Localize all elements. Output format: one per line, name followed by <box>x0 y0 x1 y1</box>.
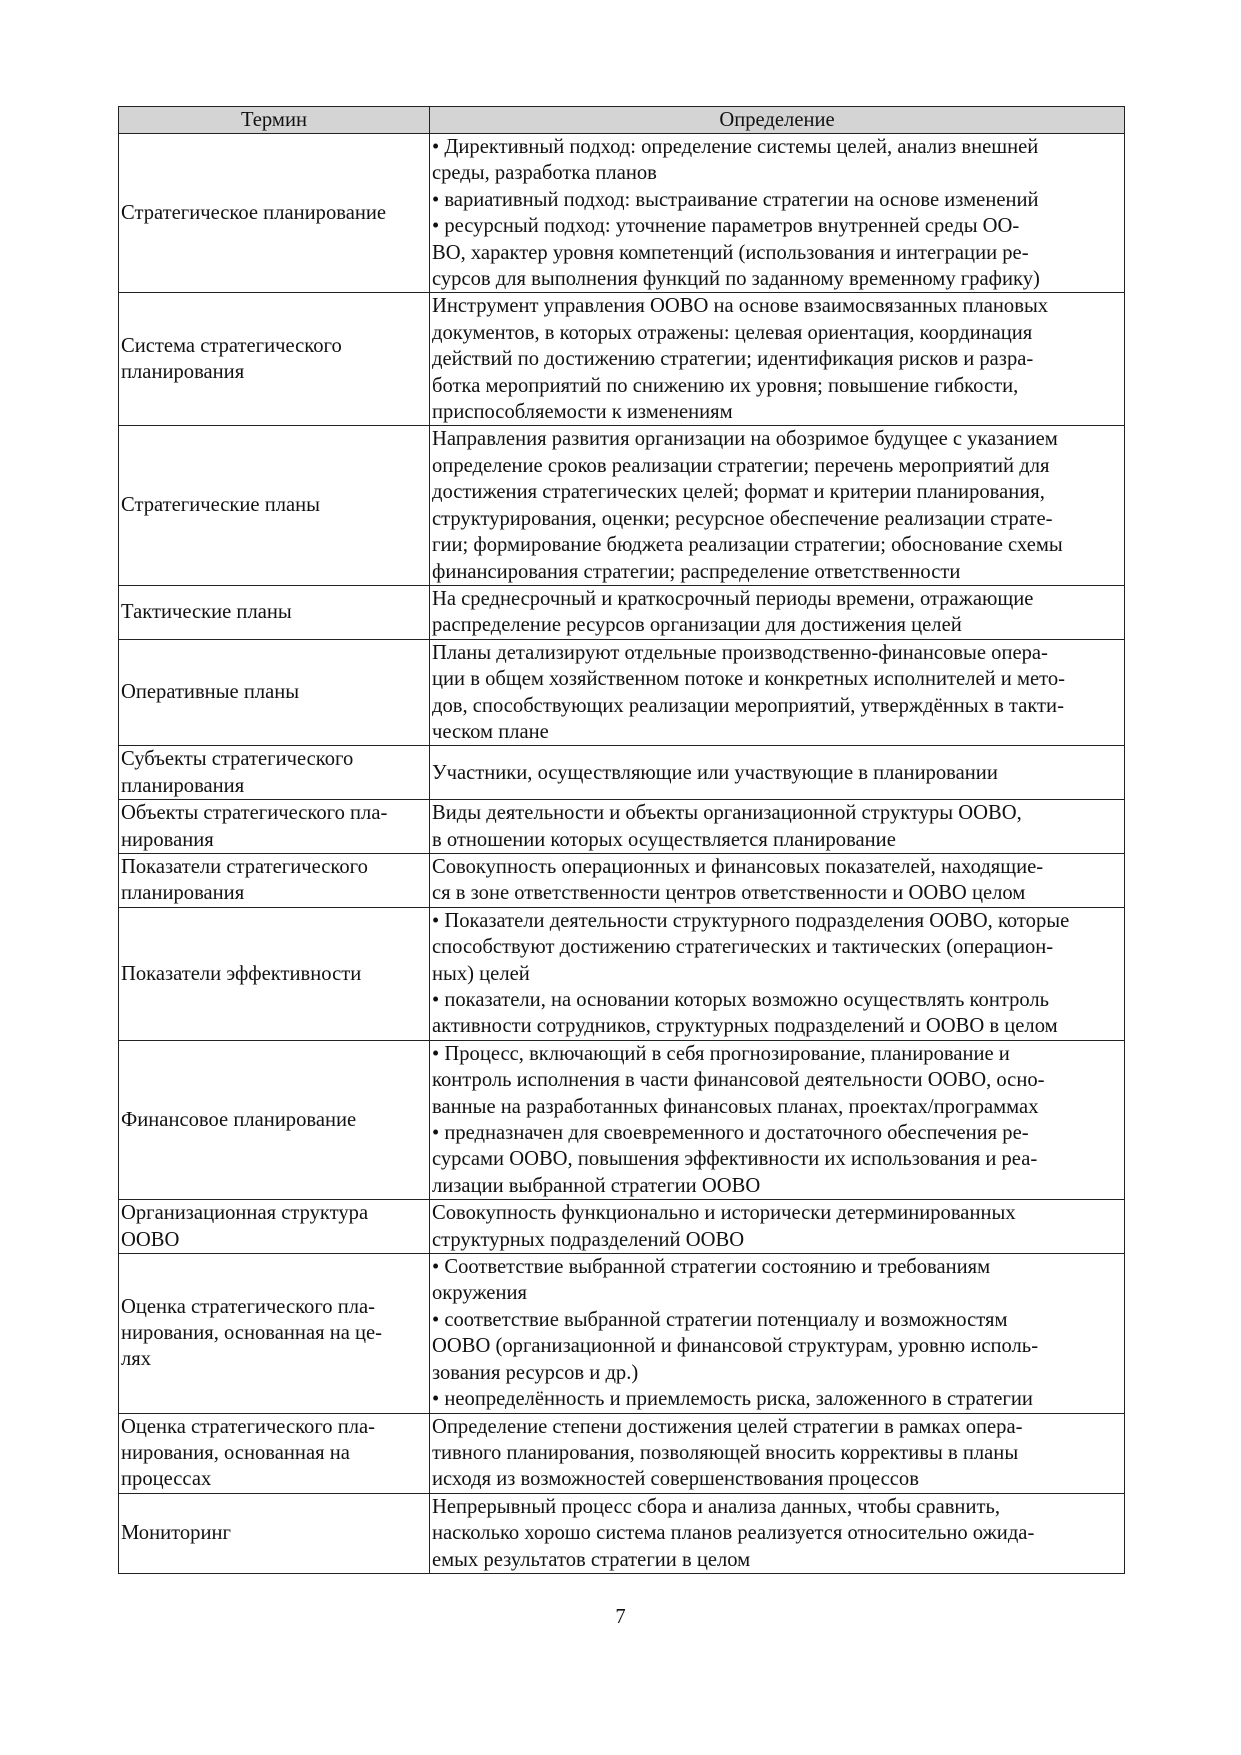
definition-line: окружения <box>432 1282 527 1305</box>
definition-line: Определение степени достижения целей стратегии в рамках опера- <box>432 1415 1023 1438</box>
definition-line: • вариативный подход: выстраивание стратегии на основе изменений <box>432 188 1039 211</box>
table-row <box>119 426 1125 585</box>
definition-line: сурсов для выполнения функций по заданному временному графику) <box>432 268 1040 291</box>
definition-cell <box>430 907 1125 1040</box>
table-row <box>119 1254 1125 1413</box>
definition-line: финансирования стратегии; распределение ответственности <box>432 560 961 583</box>
definition-line: ных) целей <box>432 962 530 985</box>
term-line: Стратегические планы <box>121 494 320 517</box>
table-row <box>119 1413 1125 1493</box>
definition-line: • показатели, на основании которых возможно осуществлять контроль <box>432 989 1050 1011</box>
page-number: 7 <box>615 1606 626 1628</box>
definition-line: ции в общем хозяйственном потоке и конкретных исполнителей и мето- <box>432 668 1066 691</box>
definition-line: Планы детализируют отдельные производственно-финансовые опера- <box>432 641 1048 664</box>
table-row <box>119 134 1125 293</box>
term-cell <box>119 639 430 746</box>
term-line: планирования <box>121 882 245 905</box>
definition-cell <box>430 1040 1125 1199</box>
term-cell <box>119 585 430 639</box>
term-line: Оперативные планы <box>121 681 300 704</box>
table-body <box>119 134 1125 1574</box>
term-line: Оценка стратегического пла- <box>121 1295 376 1318</box>
definition-line: распределение ресурсов организации для достижения целей <box>432 614 962 637</box>
definition-cell <box>430 1254 1125 1413</box>
table-header-row <box>119 107 1125 134</box>
definition-line: структурирования, оценки; ресурсное обеспечение реализации страте- <box>432 507 1053 530</box>
definition-line: • ресурсный подход: уточнение параметров внутренней среды ОО- <box>432 215 1020 238</box>
term-line: Объекты стратегического пла- <box>121 802 388 825</box>
definition-cell <box>430 853 1125 907</box>
definition-line: действий по достижению стратегии; идентификация рисков и разра- <box>432 348 1034 371</box>
term-line: Организационная структура <box>121 1202 369 1225</box>
definition-line: исходя из возможностей совершенствования процессов <box>432 1468 919 1491</box>
definition-cell <box>430 1200 1125 1254</box>
definition-cell <box>430 293 1125 426</box>
table-row <box>119 639 1125 746</box>
definition-line: • Соответствие выбранной стратегии состоянию и требованиям <box>432 1256 991 1279</box>
definition-cell <box>430 585 1125 639</box>
definition-cell <box>430 1493 1125 1573</box>
definition-line: Направления развития организации на обозримое будущее с указанием <box>432 428 1058 451</box>
definition-line: • неопределённость и приемлемость риска, заложенного в стратегии <box>432 1388 1033 1411</box>
definition-line: ческом плане <box>432 720 549 743</box>
definition-cell <box>430 800 1125 854</box>
term-line: Тактические планы <box>121 601 292 624</box>
term-line: нирования, основанная на <box>121 1441 350 1464</box>
term-line: Показатели стратегического <box>121 855 368 878</box>
term-line: Мониторинг <box>121 1522 231 1545</box>
definition-line: структурных подразделений ООВО <box>432 1228 745 1251</box>
term-line: Показатели эффективности <box>121 962 362 985</box>
definition-line: сурсами ООВО, повышения эффективности их использования и реа- <box>432 1148 1038 1171</box>
definition-line: достижения стратегических целей; формат и критерии планирования, <box>432 481 1045 504</box>
term-cell <box>119 1254 430 1413</box>
terms-table <box>118 106 1125 1574</box>
definition-line: ООВО (организационной и финансовой структурам, уровню исполь- <box>432 1335 1039 1358</box>
definition-line: определение сроков реализации стратегии; перечень мероприятий для <box>432 454 1050 477</box>
term-line: Субъекты стратегического <box>121 748 354 771</box>
definition-line: активности сотрудников, структурных подразделений и ООВО в целом <box>432 1015 1058 1038</box>
table-row <box>119 800 1125 854</box>
definition-line: ботка мероприятий по снижению их уровня; повышение гибкости, <box>432 374 1019 397</box>
term-cell <box>119 800 430 854</box>
definition-line: • соответствие выбранной стратегии потенциалу и возможностям <box>432 1308 1008 1331</box>
definition-line: дов, способствующих реализации мероприятий, утверждённых в такти- <box>432 694 1064 717</box>
definition-line: лизации выбранной стратегии ООВО <box>432 1174 761 1197</box>
table-row <box>119 1200 1125 1254</box>
term-line: ООВО <box>121 1228 180 1251</box>
definition-line: гии; формирование бюджета реализации стратегии; обоснование схемы <box>432 534 1063 557</box>
term-line: Система стратегического <box>121 335 342 358</box>
definition-line: Виды деятельности и объекты организационной структуры ООВО, <box>432 802 1022 825</box>
table-row <box>119 1040 1125 1199</box>
term-cell <box>119 426 430 585</box>
term-line: лях <box>121 1348 152 1371</box>
term-line: нирования <box>121 828 214 851</box>
header-term: Термин <box>119 107 430 134</box>
term-cell <box>119 134 430 293</box>
definition-cell <box>430 639 1125 746</box>
definition-cell <box>430 1413 1125 1493</box>
definition-cell <box>430 746 1125 800</box>
term-line: планирования <box>121 774 245 797</box>
definition-line: насколько хорошо система планов реализуется относительно ожида- <box>432 1522 1035 1545</box>
definition-cell <box>430 134 1125 293</box>
definition-line: среды, разработка планов <box>432 162 657 185</box>
table-row <box>119 746 1125 800</box>
definition-line: ся в зоне ответственности центров ответственности и ООВО целом <box>432 882 1026 905</box>
table-row <box>119 907 1125 1040</box>
term-cell <box>119 1493 430 1573</box>
definition-line: • Директивный подход: определение системы целей, анализ внешней <box>432 136 1039 158</box>
definition-line: Участники, осуществляющие или участвующие в планировании <box>432 761 998 784</box>
definition-line: зования ресурсов и др.) <box>432 1361 639 1384</box>
definition-line: способствуют достижению стратегических и тактических (операцион- <box>432 936 1054 959</box>
header-definition: Определение <box>430 107 1125 134</box>
definition-line: документов, в которых отражены: целевая ориентация, координация <box>432 321 1033 344</box>
term-line: нирования, основанная на це- <box>121 1322 383 1345</box>
definition-line: приспособляемости к изменениям <box>432 401 733 424</box>
term-line: Оценка стратегического пла- <box>121 1415 376 1438</box>
table-row <box>119 1493 1125 1573</box>
definition-line: в отношении которых осуществляется планирование <box>432 828 896 851</box>
table-row <box>119 853 1125 907</box>
definition-line: • Процесс, включающий в себя прогнозирование, планирование и <box>432 1042 1010 1065</box>
term-cell <box>119 1413 430 1493</box>
definition-line: • предназначен для своевременного и достаточного обеспечения ре- <box>432 1122 1029 1145</box>
definition-line: ВО, характер уровня компетенций (использования и интеграции ре- <box>432 241 1029 264</box>
definition-line: Инструмент управления ООВО на основе взаимосвязанных плановых <box>432 295 1049 318</box>
definition-line: Совокупность операционных и финансовых показателей, находящие- <box>432 855 1044 878</box>
term-cell <box>119 293 430 426</box>
definition-line: Совокупность функционально и исторически детерминированных <box>432 1202 1016 1225</box>
definition-line: контроль исполнения в части финансовой деятельности ООВО, осно- <box>432 1069 1045 1092</box>
term-line: планирования <box>121 361 245 384</box>
definition-line: Непрерывный процесс сбора и анализа данных, чтобы сравнить, <box>432 1495 1001 1518</box>
term-cell <box>119 746 430 800</box>
definition-cell <box>430 426 1125 585</box>
term-cell <box>119 1040 430 1199</box>
definition-line: емых результатов стратегии в целом <box>432 1548 751 1571</box>
definition-line: ванные на разработанных финансовых планах, проектах/программах <box>432 1095 1039 1118</box>
term-cell <box>119 1200 430 1254</box>
definition-line: тивного планирования, позволяющей вносить коррективы в планы <box>432 1441 1019 1464</box>
definition-line: На среднесрочный и краткосрочный периоды времени, отражающие <box>432 587 1034 610</box>
definition-line: • Показатели деятельности структурного подразделения ООВО, которые <box>432 909 1070 932</box>
table-row <box>119 293 1125 426</box>
term-line: Стратегическое планирование <box>121 202 387 225</box>
term-cell <box>119 907 430 1040</box>
term-line: процессах <box>121 1468 212 1491</box>
table-row <box>119 585 1125 639</box>
term-line: Финансовое планирование <box>121 1108 357 1131</box>
term-cell <box>119 853 430 907</box>
